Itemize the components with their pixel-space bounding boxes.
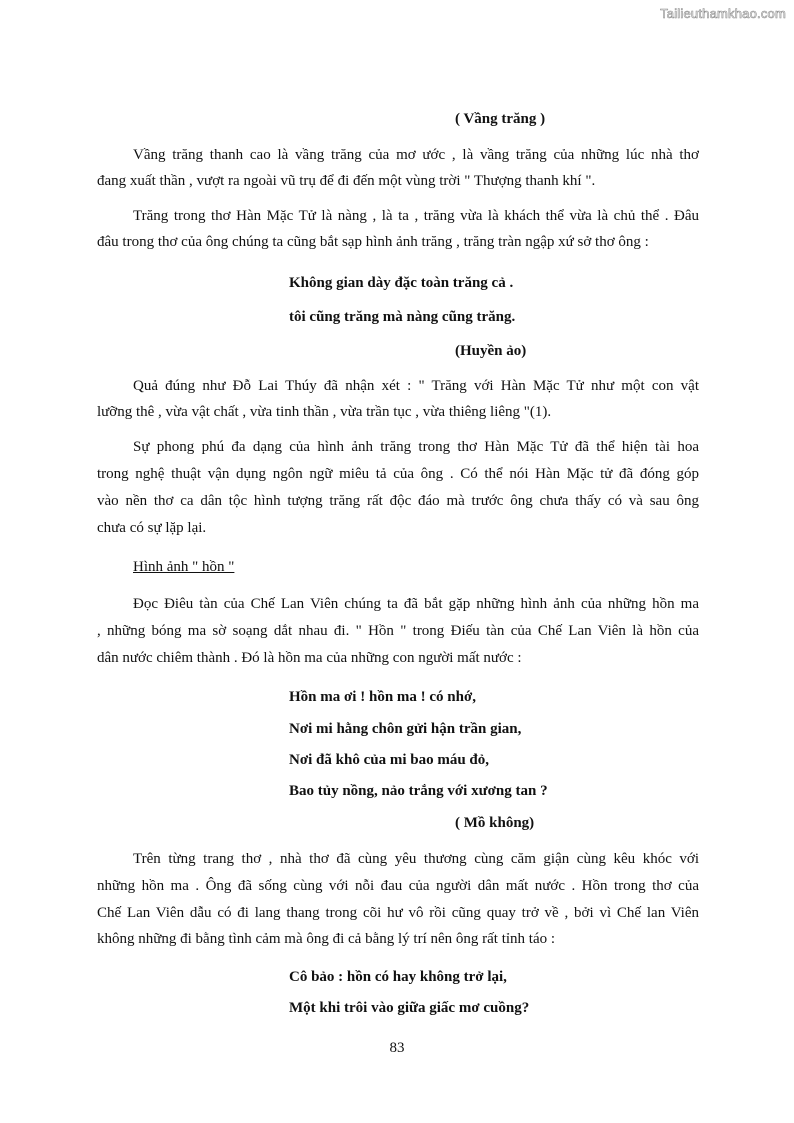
- paragraph-line: đâu trong thơ của ông chúng ta cũng bắt sạp hình ảnh trăng , trăng tràn ngập xứ sở thơ ông :: [97, 234, 649, 250]
- poem-source-vang-trang: ( Vầng trăng ): [455, 111, 546, 127]
- paragraph-line: Chế Lan Viên dẫu có đi lang thang trong cõi hư vô rồi cũng quay trở về , bởi vì Chế lan Viên: [97, 905, 699, 921]
- paragraph-line: Sự phong phú đa dạng của hình ảnh trăng trong thơ Hàn Mặc Tử đã thể hiện tài hoa: [133, 439, 699, 455]
- paragraph-line: Vầng trăng thanh cao là vầng trăng của mơ ước , là vầng trăng của những lúc nhà thơ: [133, 147, 699, 163]
- paragraph-line: dân nước chiêm thành . Đó là hồn ma của những con người mất nước :: [97, 650, 522, 666]
- paragraph-line: những hồn ma . Ông đã sống cùng với nỗi đau của người dân mất nước . Hồn trong thơ của: [97, 878, 699, 894]
- poem-line: Hồn ma ơi ! hồn ma ! có nhớ,: [289, 689, 477, 705]
- poem-line: Nơi mi hằng chôn gửi hận trần gian,: [289, 721, 522, 737]
- paragraph-line: , những bóng ma sờ soạng dắt nhau đi. " Hồn " trong Điếu tàn của Chế Lan Viên là hồn của: [97, 623, 699, 639]
- paragraph-line: chưa có sự lặp lại.: [97, 520, 207, 536]
- paragraph-line: Trên từng trang thơ , nhà thơ đã cùng yêu thương cùng căm giận cùng kêu khóc với: [133, 851, 699, 867]
- paragraph-line: lưỡng thê , vừa vật chất , vừa tinh thần , vừa trần tục , vừa thiêng liêng "(1).: [97, 404, 552, 420]
- paragraph-line: vào nền thơ ca dân tộc hình tượng trăng rất độc đáo mà trước ông chưa thấy có và sau ông: [97, 493, 699, 509]
- paragraph-line: Quả đúng như Đỗ Lai Thúy đã nhận xét : " Trăng với Hàn Mặc Tử như một con vật: [133, 378, 699, 394]
- paragraph-line: Trăng trong thơ Hàn Mặc Tử là nàng , là ta , trăng vừa là khách thể vừa là chủ thể . Đâu: [133, 208, 699, 224]
- paragraph-line: Đọc Điêu tàn của Chế Lan Viên chúng ta đã bắt gặp những hình ảnh của những hồn ma: [133, 596, 699, 612]
- paragraph-line: không những đi bằng tình cảm mà ông đi cả bằng lý trí nên ông rất tỉnh táo :: [97, 931, 556, 947]
- poem-line: Một khi trôi vào giữa giấc mơ cuồng?: [289, 1000, 530, 1016]
- paragraph-line: đang xuất thần , vượt ra ngoài vũ trụ để đi đến một vùng trời " Thượng thanh khí ".: [97, 173, 596, 189]
- section-heading-hon: Hình ảnh " hồn ": [133, 559, 235, 575]
- paragraph-line: trong nghệ thuật vận dụng ngôn ngữ miêu tả của ông . Có thể nói Hàn Mặc tử đã đóng góp: [97, 466, 699, 482]
- poem-line: Cô bảo : hồn có hay không trở lại,: [289, 969, 507, 985]
- poem-line: tôi cũng trăng mà nàng cũng trăng.: [289, 309, 516, 325]
- page-number: 83: [389, 1040, 405, 1056]
- poem-line: Bao tủy nồng, nảo trắng với xương tan ?: [289, 783, 548, 799]
- poem-source-huyen-ao: (Huyền ảo): [455, 343, 527, 359]
- poem-line: Nơi đã khô của mi bao máu đỏ,: [289, 752, 490, 768]
- poem-line: Không gian dày đặc toàn trăng cả .: [289, 275, 514, 291]
- poem-source-mo-khong: ( Mồ không): [455, 815, 535, 831]
- watermark-text: Tailieuthamkhao.com: [660, 6, 786, 21]
